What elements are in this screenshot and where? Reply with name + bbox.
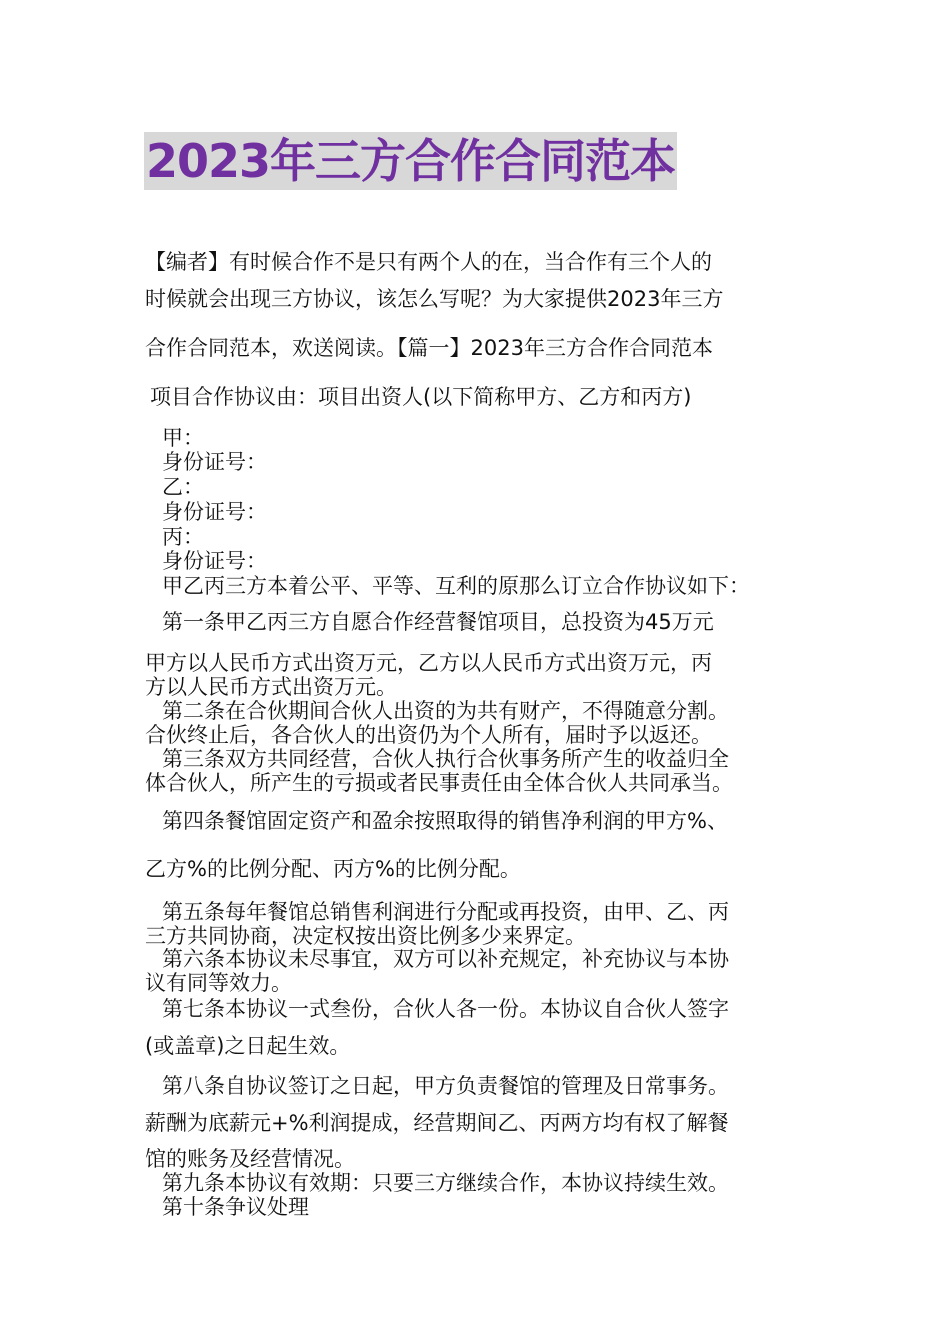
article-2-line-2: 合伙终止后，各合伙人的出资仍为个人所有，届时予以返还。 (145, 723, 712, 747)
article-4-line-2: 乙方%的比例分配、丙方%的比例分配。 (145, 857, 521, 881)
article-8-line-3: 馆的账务及经营情况。 (145, 1147, 355, 1171)
article-3-line-1: 第三条双方共同经营，合伙人执行合伙事务所产生的收益归全 (162, 747, 729, 771)
party-a-id-label: 身份证号： (162, 450, 267, 474)
intro-line-3: 合作合同范本，欢送阅读。【篇一】2023年三方合作合同范本 (145, 336, 713, 360)
article-7-line-2: (或盖章)之日起生效。 (145, 1034, 351, 1058)
party-c-label: 丙： (162, 525, 204, 549)
article-9-line-1: 第九条本协议有效期：只要三方继续合作，本协议持续生效。 (162, 1171, 729, 1195)
document-title: 2023年三方合作合同范本 (146, 134, 676, 188)
article-1-line-2: 甲方以人民币方式出资万元，乙方以人民币方式出资万元，丙 (145, 651, 712, 675)
article-10-line-1: 第十条争议处理 (162, 1195, 309, 1219)
article-5-line-2: 三方共同协商，决定权按出资比例多少来界定。 (145, 924, 586, 948)
party-a-label: 甲： (162, 426, 204, 450)
intro-line-1: 【编者】有时候合作不是只有两个人的在，当合作有三个人的 (145, 250, 712, 274)
agreement-heading: 项目合作协议由：项目出资人(以下简称甲方、乙方和丙方) (150, 385, 692, 409)
article-6-line-2: 议有同等效力。 (145, 971, 292, 995)
article-6-line-1: 第六条本协议未尽事宜，双方可以补充规定，补充协议与本协 (162, 947, 729, 971)
article-3-line-2: 体合伙人，所产生的亏损或者民事责任由全体合伙人共同承当。 (145, 771, 733, 795)
agreement-preamble: 甲乙丙三方本着公平、平等、互利的原那么订立合作协议如下： (162, 574, 750, 598)
article-2-line-1: 第二条在合伙期间合伙人出资的为共有财产，不得随意分割。 (162, 699, 729, 723)
article-1-line-1: 第一条甲乙丙三方自愿合作经营餐馆项目，总投资为45万元 (162, 610, 714, 634)
article-1-line-3: 方以人民币方式出资万元。 (145, 675, 397, 699)
party-c-id-label: 身份证号： (162, 549, 267, 573)
article-7-line-1: 第七条本协议一式叁份，合伙人各一份。本协议自合伙人签字 (162, 997, 729, 1021)
intro-line-2: 时候就会出现三方协议，该怎么写呢？为大家提供2023年三方 (145, 287, 724, 311)
article-5-line-1: 第五条每年餐馆总销售利润进行分配或再投资，由甲、乙、丙 (162, 900, 729, 924)
article-8-line-1: 第八条自协议签订之日起，甲方负责餐馆的管理及日常事务。 (162, 1074, 729, 1098)
article-4-line-1: 第四条餐馆固定资产和盈余按照取得的销售净利润的甲方%、 (162, 809, 728, 833)
party-b-id-label: 身份证号： (162, 500, 267, 524)
party-b-label: 乙： (162, 475, 204, 499)
article-8-line-2: 薪酬为底薪元+%利润提成，经营期间乙、丙两方均有权了解餐 (145, 1111, 729, 1135)
